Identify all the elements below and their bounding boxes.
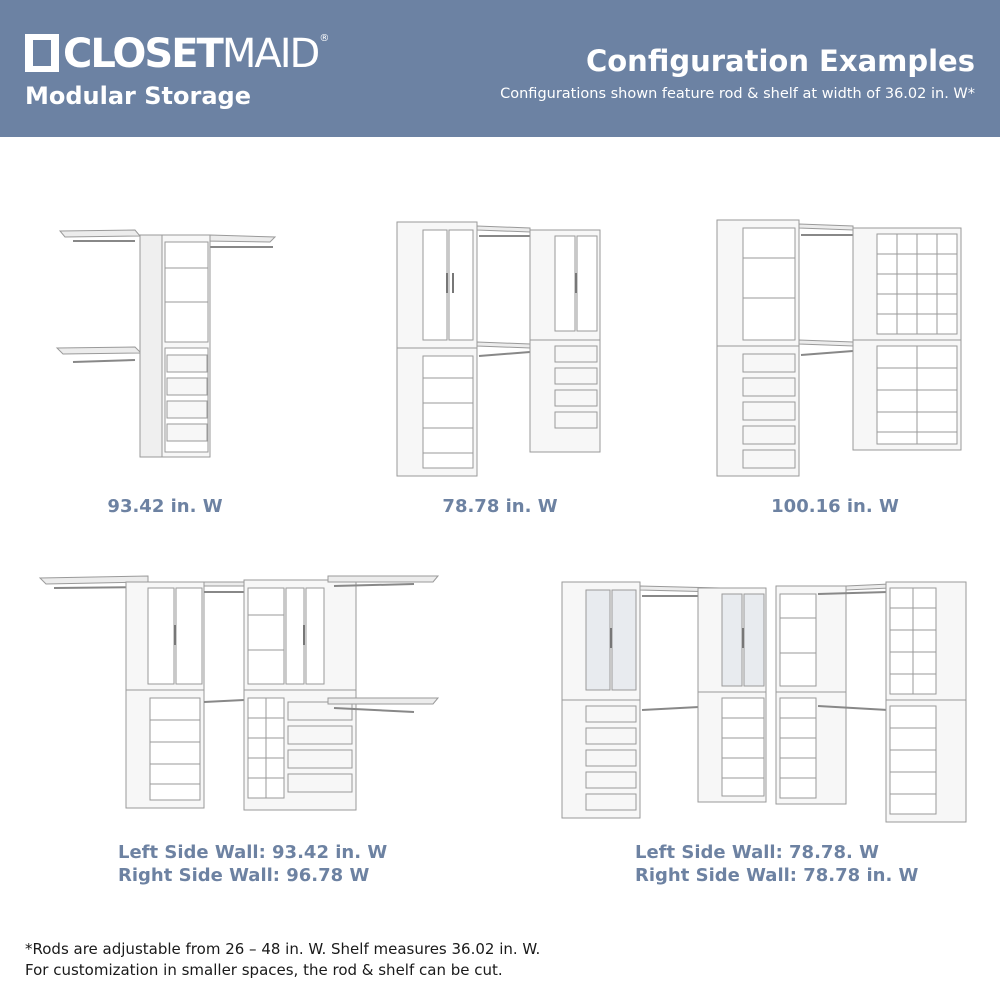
config-example-5-right-wall: Right Side Wall: 78.78 in. W xyxy=(635,865,919,886)
footnote xyxy=(25,939,540,981)
brand-subtitle: Modular Storage xyxy=(25,82,251,110)
logo-text-thin: MAID xyxy=(221,31,319,77)
config-example-2-image xyxy=(395,218,605,480)
closetmaid-logo xyxy=(25,31,330,78)
logo-text-bold: CLOSET xyxy=(63,31,222,77)
footnote-line-1: *Rods are adjustable from 26 – 48 in. W. Shelf measures 36.02 in. W. xyxy=(25,940,541,958)
page-title: Configuration Examples xyxy=(585,44,975,78)
config-example-4-image xyxy=(38,570,438,815)
config-example-2-caption: 78.78 in. W xyxy=(442,496,558,517)
config-example-5-caption xyxy=(635,841,918,887)
config-example-3-caption: 100.16 in. W xyxy=(771,496,899,517)
config-example-4-left-wall: Left Side Wall: 93.42 in. W xyxy=(118,842,388,863)
config-example-1-image xyxy=(55,220,285,465)
config-example-4-caption xyxy=(118,841,387,887)
config-example-3-image xyxy=(715,218,965,480)
logo-icon xyxy=(25,34,59,72)
config-example-1-caption: 93.42 in. W xyxy=(107,496,223,517)
header-banner xyxy=(0,0,1000,137)
config-example-5-image xyxy=(560,578,970,826)
config-example-4-right-wall: Right Side Wall: 96.78 W xyxy=(118,865,370,886)
footnote-line-2: For customization in smaller spaces, the rod & shelf can be cut. xyxy=(25,961,503,979)
page-note: Configurations shown feature rod & shelf at width of 36.02 in. W* xyxy=(500,86,975,102)
config-example-5-left-wall: Left Side Wall: 78.78. W xyxy=(635,842,879,863)
registered-mark: ® xyxy=(319,33,330,44)
